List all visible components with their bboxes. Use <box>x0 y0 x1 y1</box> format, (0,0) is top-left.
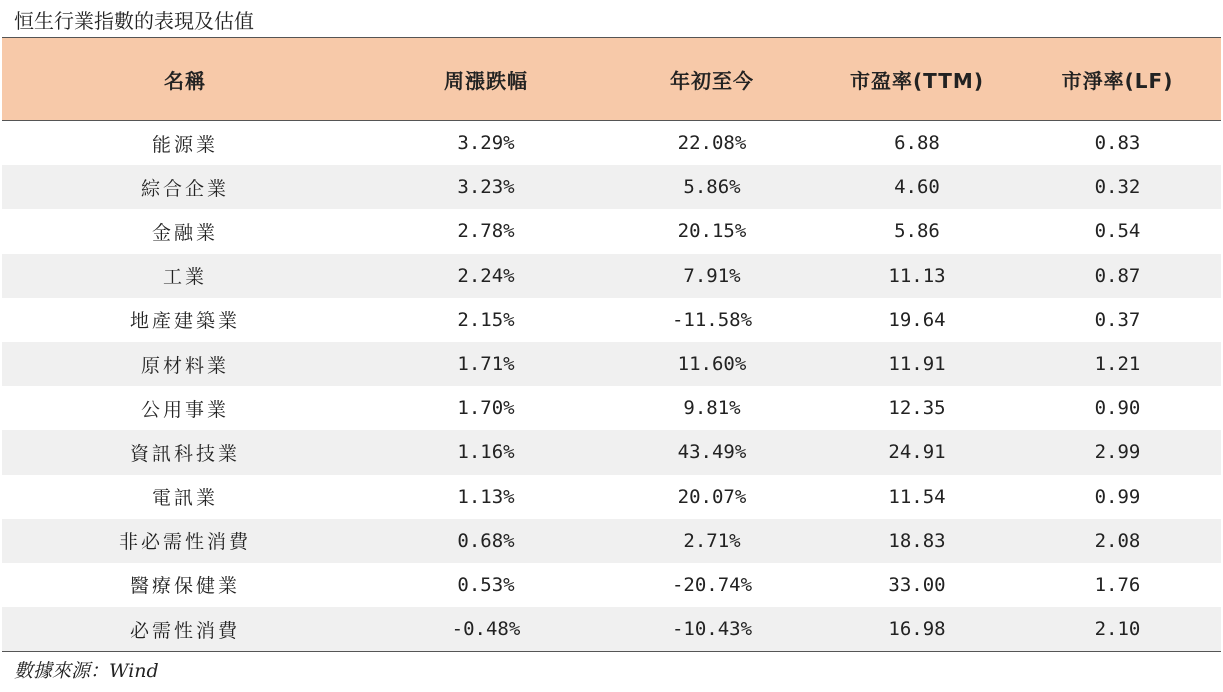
cell-pe-ttm: 33.00 <box>888 573 946 596</box>
cell-ytd-change: 22.08% <box>677 132 747 155</box>
cell-sector-name: 能源業 <box>151 133 218 156</box>
cell-sector-name: 醫療保健業 <box>129 575 240 598</box>
cell-ytd-change: 20.15% <box>677 220 747 243</box>
table-row <box>2 165 1221 209</box>
cell-weekly-change: 0.53% <box>457 573 515 596</box>
cell-sector-name: 公用事業 <box>140 398 229 421</box>
cell-weekly-change: 2.24% <box>457 264 515 287</box>
cell-ytd-change: 43.49% <box>677 441 747 464</box>
cell-sector-name: 電訊業 <box>151 487 218 510</box>
cell-ytd-change: 11.60% <box>677 353 747 376</box>
cell-pe-ttm: 16.98 <box>888 618 946 641</box>
cell-sector-name: 綜合企業 <box>140 177 229 200</box>
cell-pb-lf: 2.99 <box>1094 441 1141 464</box>
table-row <box>2 342 1221 386</box>
table-row <box>2 607 1221 651</box>
cell-sector-name: 金融業 <box>151 221 218 244</box>
cell-pe-ttm: 6.88 <box>894 132 940 155</box>
cell-sector-name: 資訊科技業 <box>129 442 240 465</box>
cell-pe-ttm: 18.83 <box>888 529 946 552</box>
cell-weekly-change: 2.15% <box>457 308 515 331</box>
cell-pe-ttm: 12.35 <box>888 397 946 420</box>
cell-weekly-change: 1.71% <box>457 353 515 376</box>
cell-weekly-change: 1.70% <box>457 397 515 420</box>
cell-ytd-change: -10.43% <box>671 618 753 641</box>
cell-pb-lf: 0.32 <box>1094 176 1141 199</box>
table-row <box>2 563 1221 607</box>
cell-sector-name: 非必需性消費 <box>118 531 251 554</box>
table-row <box>2 121 1221 165</box>
table-row <box>2 298 1221 342</box>
cell-pb-lf: 1.76 <box>1094 573 1141 596</box>
table-row <box>2 430 1221 474</box>
cell-ytd-change: -11.58% <box>671 308 753 331</box>
cell-pb-lf: 0.99 <box>1094 485 1141 508</box>
header-weekly-change: 周漲跌幅 <box>444 68 528 93</box>
cell-pe-ttm: 11.91 <box>888 353 946 376</box>
cell-ytd-change: 7.91% <box>683 264 741 287</box>
cell-pb-lf: 0.54 <box>1094 220 1141 243</box>
table-row <box>2 209 1221 253</box>
cell-pb-lf: 0.37 <box>1094 308 1141 331</box>
cell-weekly-change: 3.29% <box>457 132 515 155</box>
table-row <box>2 475 1221 519</box>
cell-pb-lf: 0.87 <box>1094 264 1141 287</box>
cell-sector-name: 工業 <box>162 266 207 289</box>
cell-weekly-change: -0.48% <box>451 618 521 641</box>
table-row <box>2 386 1221 430</box>
cell-weekly-change: 1.16% <box>457 441 515 464</box>
cell-weekly-change: 3.23% <box>457 176 515 199</box>
header-name: 名稱 <box>164 68 206 93</box>
cell-pb-lf: 1.21 <box>1094 353 1141 376</box>
table-body <box>2 121 1221 651</box>
sector-index-table <box>2 37 1221 652</box>
header-pe-ttm: 市盈率(TTM) <box>850 68 984 93</box>
cell-ytd-change: 2.71% <box>683 529 741 552</box>
cell-pe-ttm: 5.86 <box>894 220 940 243</box>
cell-pe-ttm: 19.64 <box>888 308 946 331</box>
cell-ytd-change: 20.07% <box>677 485 747 508</box>
table-row <box>2 254 1221 298</box>
cell-weekly-change: 1.13% <box>457 485 515 508</box>
table-row <box>2 519 1221 563</box>
cell-pe-ttm: 24.91 <box>888 441 946 464</box>
cell-pe-ttm: 4.60 <box>894 176 940 199</box>
table-title: 恒生行業指數的表現及估值 <box>14 9 254 33</box>
cell-sector-name: 原材料業 <box>140 354 229 377</box>
header-pb-lf: 市淨率(LF) <box>1061 68 1174 93</box>
cell-weekly-change: 2.78% <box>457 220 515 243</box>
cell-ytd-change: 9.81% <box>683 397 741 420</box>
cell-pe-ttm: 11.13 <box>888 264 946 287</box>
data-source-note: 數據來源：Wind <box>14 660 159 682</box>
cell-pb-lf: 2.10 <box>1094 618 1141 641</box>
cell-weekly-change: 0.68% <box>457 529 515 552</box>
cell-sector-name: 地產建築業 <box>129 310 240 333</box>
cell-pb-lf: 0.90 <box>1094 397 1141 420</box>
cell-sector-name: 必需性消費 <box>129 619 240 642</box>
cell-pb-lf: 2.08 <box>1094 529 1141 552</box>
table-header-row <box>2 38 1221 121</box>
header-ytd: 年初至今 <box>670 68 754 93</box>
cell-ytd-change: -20.74% <box>671 573 753 596</box>
cell-pe-ttm: 11.54 <box>888 485 946 508</box>
cell-ytd-change: 5.86% <box>683 176 741 199</box>
cell-pb-lf: 0.83 <box>1094 132 1141 155</box>
